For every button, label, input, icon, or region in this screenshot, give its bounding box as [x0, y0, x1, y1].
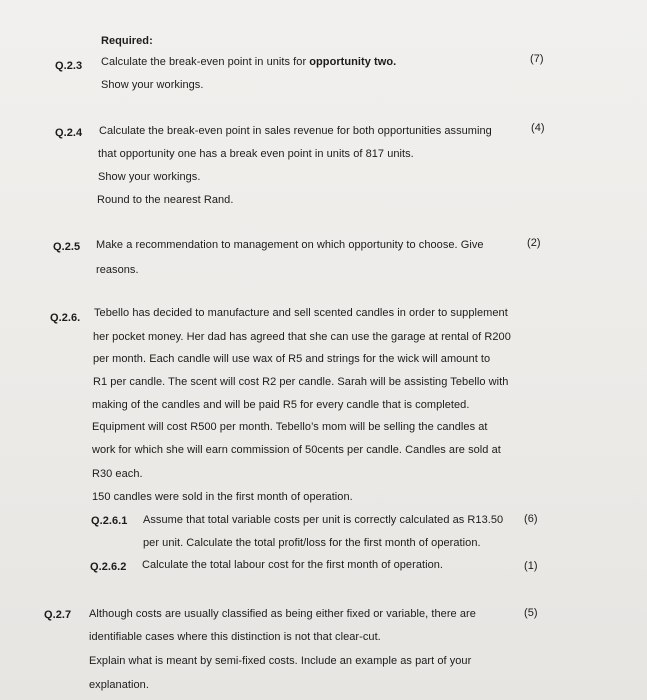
- q-2-6-2-marks: (1): [524, 560, 538, 572]
- q-2-5-number: Q.2.5: [53, 241, 81, 253]
- q-2-3-line-1: [101, 55, 396, 69]
- q-2-6-line-5: making of the candles and will be paid R5 for every candle that is completed.: [92, 399, 470, 411]
- q-2-6-2-line-1: Calculate the total labour cost for the first month of operation.: [142, 559, 444, 571]
- q-2-5-marks: (2): [527, 237, 541, 249]
- q-2-6-1-number: Q.2.6.1: [91, 515, 128, 527]
- q-2-3-line-1-bold: opportunity two.: [309, 56, 397, 68]
- q-2-6-line-3: per month. Each candle will use wax of R5 and strings for the wick will amount to: [93, 353, 491, 365]
- q-2-7-line-2: identifiable cases where this distinction is not that clear-cut.: [89, 631, 381, 643]
- q-2-7-line-1: Although costs are usually classified as being either fixed or variable, there are: [89, 608, 476, 620]
- q-2-3-line-2: Show your workings.: [101, 79, 204, 91]
- q-2-6-1-line-1: Assume that total variable costs per unit is correctly calculated as R13.50: [143, 514, 504, 526]
- q-2-6-number: Q.2.6.: [50, 312, 81, 324]
- q-2-5-line-2: reasons.: [96, 264, 139, 276]
- q-2-7-line-4: explanation.: [89, 679, 149, 691]
- q-2-4-line-2: that opportunity one has a break even point in units of 817 units.: [98, 148, 414, 160]
- q-2-6-1-line-2: per unit. Calculate the total profit/loss for the first month of operation.: [143, 537, 481, 549]
- q-2-6-line-9: 150 candles were sold in the first month of operation.: [92, 491, 353, 503]
- q-2-6-2-number: Q.2.6.2: [90, 561, 127, 573]
- q-2-6-line-1: Tebello has decided to manufacture and sell scented candles in order to supplement: [94, 307, 508, 319]
- q-2-3-number: Q.2.3: [55, 60, 83, 72]
- q-2-5-line-1: Make a recommendation to management on which opportunity to choose. Give: [96, 239, 484, 251]
- q-2-6-1-marks: (6): [524, 513, 538, 525]
- q-2-6-line-8: R30 each.: [92, 468, 143, 480]
- q-2-7-line-3: Explain what is meant by semi-fixed costs. Include an example as part of your: [89, 655, 472, 667]
- q-2-7-marks: (5): [524, 607, 538, 619]
- q-2-3-marks: (7): [530, 53, 544, 65]
- q-2-6-line-6: Equipment will cost R500 per month. Tebello’s mom will be selling the candles at: [92, 421, 488, 433]
- q-2-7-number: Q.2.7: [44, 609, 72, 621]
- q-2-4-marks: (4): [531, 122, 545, 134]
- q-2-3-line-1-text: Calculate the break-even point in units for: [101, 56, 310, 68]
- q-2-4-line-4: Round to the nearest Rand.: [97, 194, 234, 206]
- q-2-6-line-2: her pocket money. Her dad has agreed that she can use the garage at rental of R200: [93, 331, 511, 343]
- q-2-6-line-4: R1 per candle. The scent will cost R2 per candle. Sarah will be assisting Tebello with: [93, 376, 509, 388]
- q-2-4-number: Q.2.4: [55, 127, 83, 139]
- q-2-6-line-7: work for which she will earn commission of 50cents per candle. Candles are sold at: [92, 444, 501, 456]
- required-heading: Required:: [101, 35, 153, 47]
- q-2-4-line-3: Show your workings.: [98, 171, 201, 183]
- q-2-4-line-1: Calculate the break-even point in sales revenue for both opportunities assuming: [99, 125, 492, 137]
